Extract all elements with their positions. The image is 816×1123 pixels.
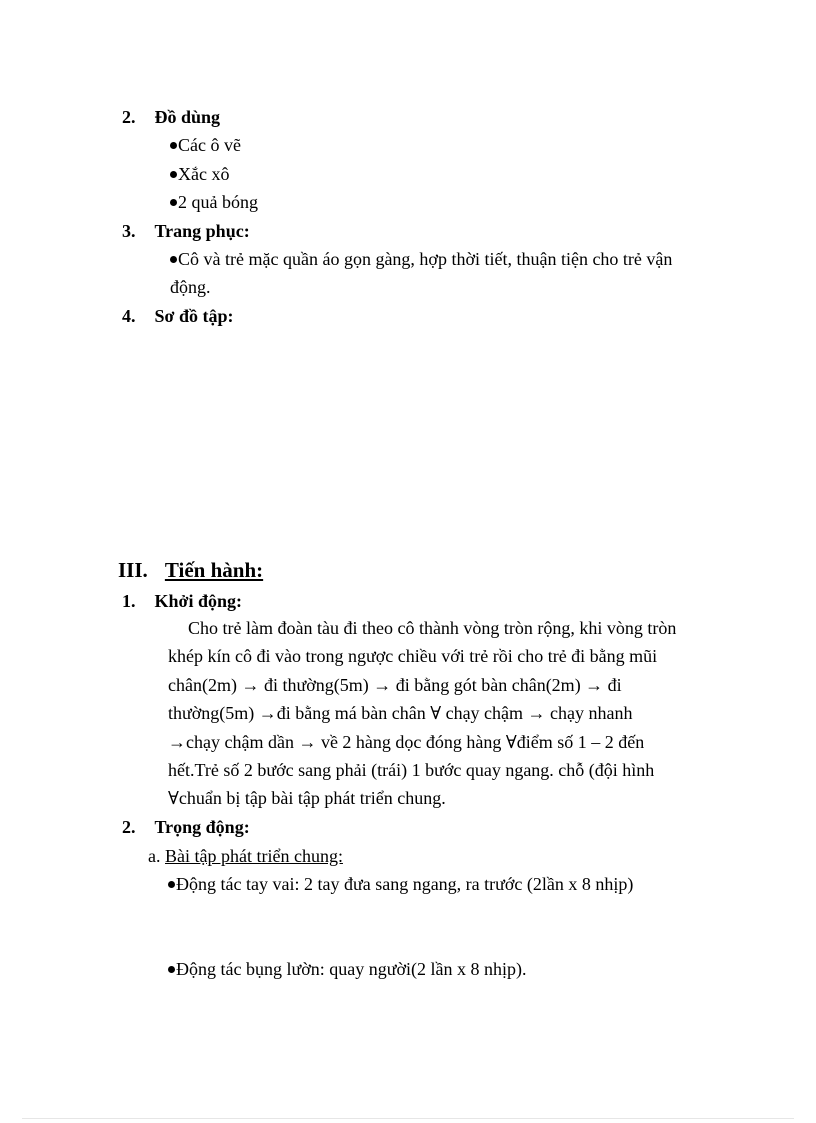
bullet-icon bbox=[170, 171, 177, 178]
section-4-heading bbox=[122, 305, 234, 327]
section-3-heading bbox=[122, 220, 250, 242]
list-item-text: Các ô vẽ bbox=[178, 135, 241, 155]
part-3-title: Tiến hành: bbox=[164, 558, 264, 582]
main-exercise-title: Trọng động: bbox=[154, 817, 250, 837]
section-2-number: 2. bbox=[122, 107, 136, 127]
section-3-number: 3. bbox=[122, 221, 136, 241]
list-item-text: Xắc xô bbox=[178, 164, 230, 184]
part-3-number: III. bbox=[118, 558, 148, 582]
list-item-text: Động tác bụng lườn: quay người(2 lần x 8 nhịp). bbox=[176, 959, 527, 979]
list-item bbox=[170, 134, 241, 156]
warmup-number: 1. bbox=[122, 591, 136, 611]
warmup-title: Khởi động: bbox=[154, 591, 242, 611]
section-3-title: Trang phục: bbox=[154, 221, 250, 241]
list-item-text: Cô và trẻ mặc quần áo gọn gàng, hợp thời tiết, thuận tiện cho trẻ vận bbox=[178, 249, 673, 269]
list-item-text: Động tác tay vai: 2 tay đưa sang ngang, ra trước (2lần x 8 nhịp) bbox=[176, 874, 634, 894]
warmup-heading bbox=[122, 590, 242, 612]
bullet-icon bbox=[170, 142, 177, 149]
paragraph-line: khép kín cô đi vào trong ngược chiều với trẻ rồi cho trẻ đi bằng mũi bbox=[168, 646, 658, 666]
list-item bbox=[170, 163, 229, 185]
paragraph-line: →chạy chậm dần → về 2 hàng dọc đóng hàng ∀điểm số 1 – 2 đến bbox=[168, 732, 645, 752]
paragraph-line: chân(2m) → đi thường(5m) → đi bằng gót bàn chân(2m) → đi bbox=[168, 675, 622, 695]
subsection-label: a. bbox=[148, 846, 161, 866]
section-2-heading bbox=[122, 106, 220, 128]
main-exercise-number: 2. bbox=[122, 817, 136, 837]
paragraph-line: hết.Trẻ số 2 bước sang phải (trái) 1 bước quay ngang. chỗ (đội hình bbox=[168, 760, 655, 780]
paragraph-line: ∀chuẩn bị tập bài tập phát triển chung. bbox=[168, 788, 446, 808]
page-bottom-divider bbox=[22, 1118, 794, 1119]
subsection-heading bbox=[148, 845, 343, 867]
paragraph-line: thường(5m) →đi bằng má bàn chân ∀ chạy chậm → chạy nhanh bbox=[168, 703, 633, 723]
list-item-text: 2 quả bóng bbox=[178, 192, 258, 212]
section-2-title: Đồ dùng bbox=[154, 107, 221, 127]
bullet-icon bbox=[168, 881, 175, 888]
list-item bbox=[168, 873, 633, 895]
paragraph-line: Cho trẻ làm đoàn tàu đi theo cô thành vòng tròn rộng, khi vòng tròn bbox=[188, 618, 677, 638]
section-4-number: 4. bbox=[122, 306, 136, 326]
list-item bbox=[168, 958, 527, 980]
list-item bbox=[170, 248, 672, 270]
section-4-title: Sơ đồ tập: bbox=[154, 306, 234, 326]
paragraph-line: động. bbox=[170, 277, 211, 297]
bullet-icon bbox=[168, 966, 175, 973]
main-exercise-heading bbox=[122, 816, 250, 838]
bullet-icon bbox=[170, 256, 177, 263]
subsection-title: Bài tập phát triển chung: bbox=[165, 846, 343, 866]
part-3-heading bbox=[118, 559, 263, 581]
bullet-icon bbox=[170, 199, 177, 206]
list-item bbox=[170, 191, 258, 213]
